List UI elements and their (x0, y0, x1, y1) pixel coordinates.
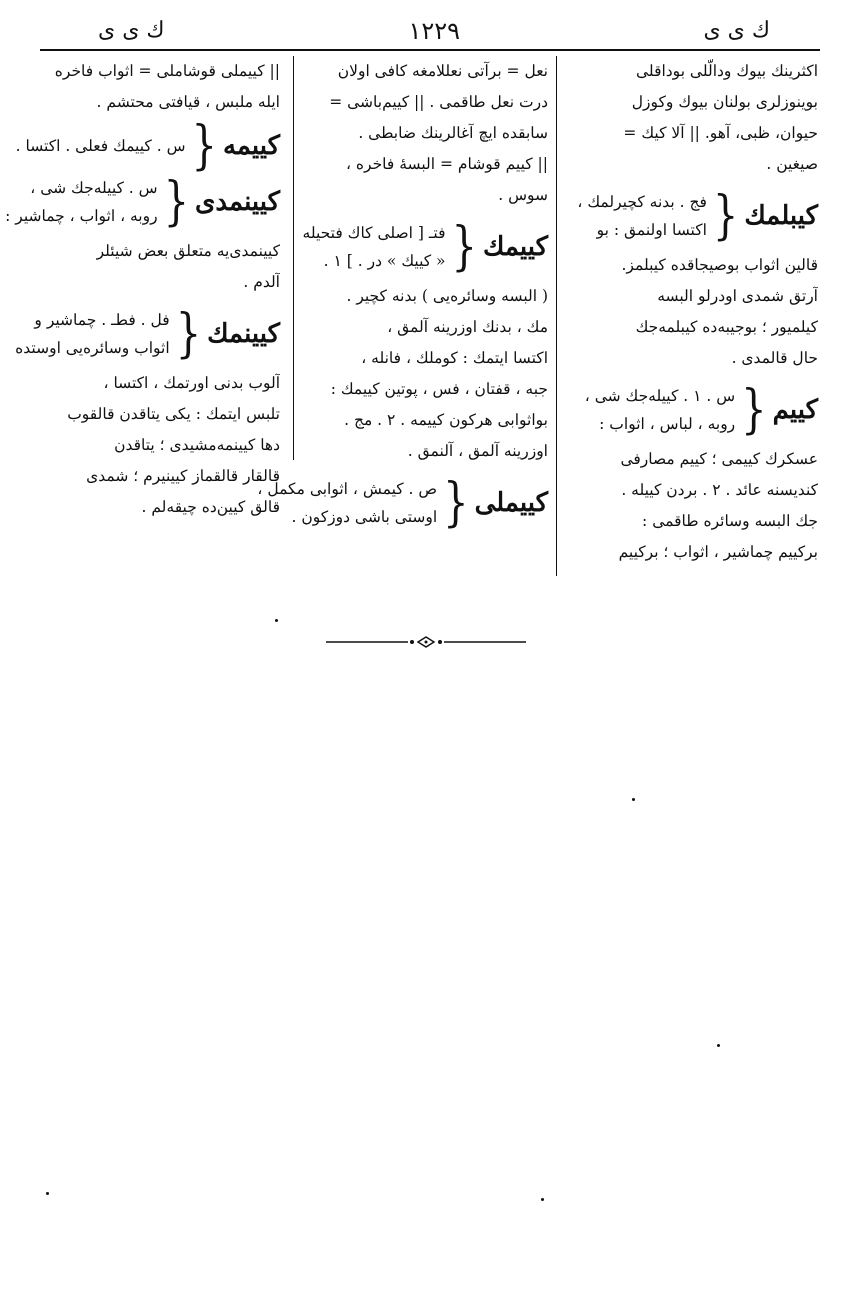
text-line: بركييم چماشير ، اثواب ؛ بركييم (618, 543, 818, 561)
text-line: قالق كيين‌ده چيقه‌لم . (141, 498, 280, 516)
dictionary-entry (15, 116, 280, 176)
entry-headword: كيينمدى (195, 187, 280, 217)
brace-glyph: { (443, 473, 469, 533)
entry-headword: كييملى (474, 488, 548, 518)
entry-continuation (568, 56, 818, 180)
entry-headword: كيينمك (207, 319, 280, 349)
dictionary-entry (257, 473, 548, 533)
text-line: حيوان، ظبى، آهو. || آلا كيك = (623, 124, 818, 142)
text-line: روبه ، اثواب ، چماشير : (5, 207, 158, 225)
text-line: تلبس ايتمك : يكى يتاقدن قالقوب (67, 405, 280, 423)
entry-headword: كييمه (222, 131, 280, 161)
end-ornament (326, 636, 526, 648)
page-number: ١٢٢٩ (408, 17, 460, 45)
column-divider (293, 56, 294, 460)
column-right (568, 56, 818, 561)
page-header (40, 14, 820, 48)
brace-glyph: { (712, 186, 739, 246)
text-line: سوس . (498, 186, 548, 204)
brace-glyph: { (191, 116, 217, 176)
text-line: درت نعل طاقمى . || كييم‌باشى = (329, 93, 548, 111)
text-line: قالين اثواب بوصيجاقده كيبلمز. (621, 256, 818, 274)
text-line: كنديسنه عائد . ٢ . بردن كييله . (621, 481, 818, 499)
print-speck (541, 1198, 544, 1201)
brace-glyph: { (451, 217, 477, 277)
dictionary-entry (300, 219, 548, 467)
text-line: اكثرينك بيوك ودالّلى بوداقلى (636, 62, 818, 80)
brace-glyph: { (175, 304, 202, 364)
entry-headword: كيبلمك (744, 201, 818, 231)
text-line: « كييك » در . ] ١ . (323, 252, 446, 270)
entry-headword: كييمك (482, 232, 548, 262)
print-speck (46, 1192, 49, 1195)
dictionary-entry (568, 382, 818, 568)
print-speck (717, 1044, 720, 1047)
text-line: مك ، بدنك اوزرينه آلمق ، (387, 318, 548, 336)
entry-continuation (32, 56, 280, 118)
running-head-left: ك ى ى (98, 18, 165, 43)
header-rule (40, 49, 820, 51)
text-line: كيلميور ؛ بوجيبه‌ده كيبلمه‌جك (635, 318, 818, 336)
print-speck (275, 619, 278, 622)
text-line: || كييم قوشام = البسهٔ فاخره ، (346, 155, 548, 173)
brace-glyph: { (163, 172, 190, 232)
text-line: بوينوزلرى بولنان بيوك وكوزل (631, 93, 818, 111)
column-divider (556, 56, 557, 576)
dictionary-entry (5, 172, 280, 298)
text-line: اوستى باشى دوزكون . (291, 508, 438, 526)
text-line: ( البسه وسائره‌يى ) بدنه كچير . (346, 287, 548, 305)
text-line: س . كييله‌جك شى ، (30, 179, 158, 197)
brace-glyph: { (741, 380, 767, 440)
column-left (5, 56, 280, 556)
text-line: || كييملى قوشاملى = اثواب فاخره (54, 62, 280, 80)
text-line: فتـ [ اصلى كاك فتحيله (302, 224, 446, 242)
text-line: س . كييمك فعلى . اكتسا . (15, 137, 186, 155)
text-line: بواثوابى هركون كييمه . ٢ . مج . (344, 411, 548, 429)
text-line: صيغين . (766, 155, 818, 173)
text-line: عسكرك كييمى ؛ كييم مصارفى (620, 450, 818, 468)
running-head-right: ك ى ى (703, 18, 770, 43)
text-line: س . ١ . كييله‌جك شى ، (584, 387, 736, 405)
text-line: نعل = برآتى نعللامغه كافى اولان (337, 62, 548, 80)
print-speck (632, 798, 635, 801)
text-line: سابقده ايچ آغالرينك ضابطى . (358, 124, 548, 142)
text-line: دها كيينمه‌مشيدى ؛ يتاقدن (114, 436, 280, 454)
entry-headword: كييم (772, 395, 818, 425)
text-line: ص . كيمش ، اثوابى مكمل ، (257, 480, 438, 498)
text-line: آرتق شمدى اودرلو البسه (657, 287, 818, 305)
text-line: كيينمدى‌يه متعلق بعض شيئلر (96, 242, 280, 260)
text-line: ايله ملبس ، قيافتى محتشم . (96, 93, 280, 111)
dictionary-entry (568, 188, 818, 374)
text-line: اكتسا ايتمك : كوملك ، فانله ، (361, 349, 548, 367)
entry-continuation (300, 56, 548, 211)
text-line: حال قالمدى . (731, 349, 818, 367)
text-line: فل . فطـ . چماشير و (34, 311, 170, 329)
text-line: آلدم . (243, 273, 280, 291)
text-line: جبه ، قفتان ، فس ، پوتين كييمك : (330, 380, 548, 398)
text-line: اوزرينه آلمق ، آلنمق . (407, 442, 548, 460)
text-line: اثواب وسائره‌يى اوستده (15, 339, 170, 357)
text-line: اكتسا اولنمق : بو (596, 221, 707, 239)
text-line: فج . بدنه كچيرلمك ، (577, 193, 707, 211)
text-line: آلوب بدنى اورتمك ، اكتسا ، (103, 374, 280, 392)
text-line: جك البسه وسائره طاقمى : (642, 512, 818, 530)
text-line: قالقار قالقماز كيينيرم ؛ شمدى (86, 467, 280, 485)
text-line: روبه ، لباس ، اثواب : (599, 415, 736, 433)
dictionary-entry (15, 304, 280, 523)
